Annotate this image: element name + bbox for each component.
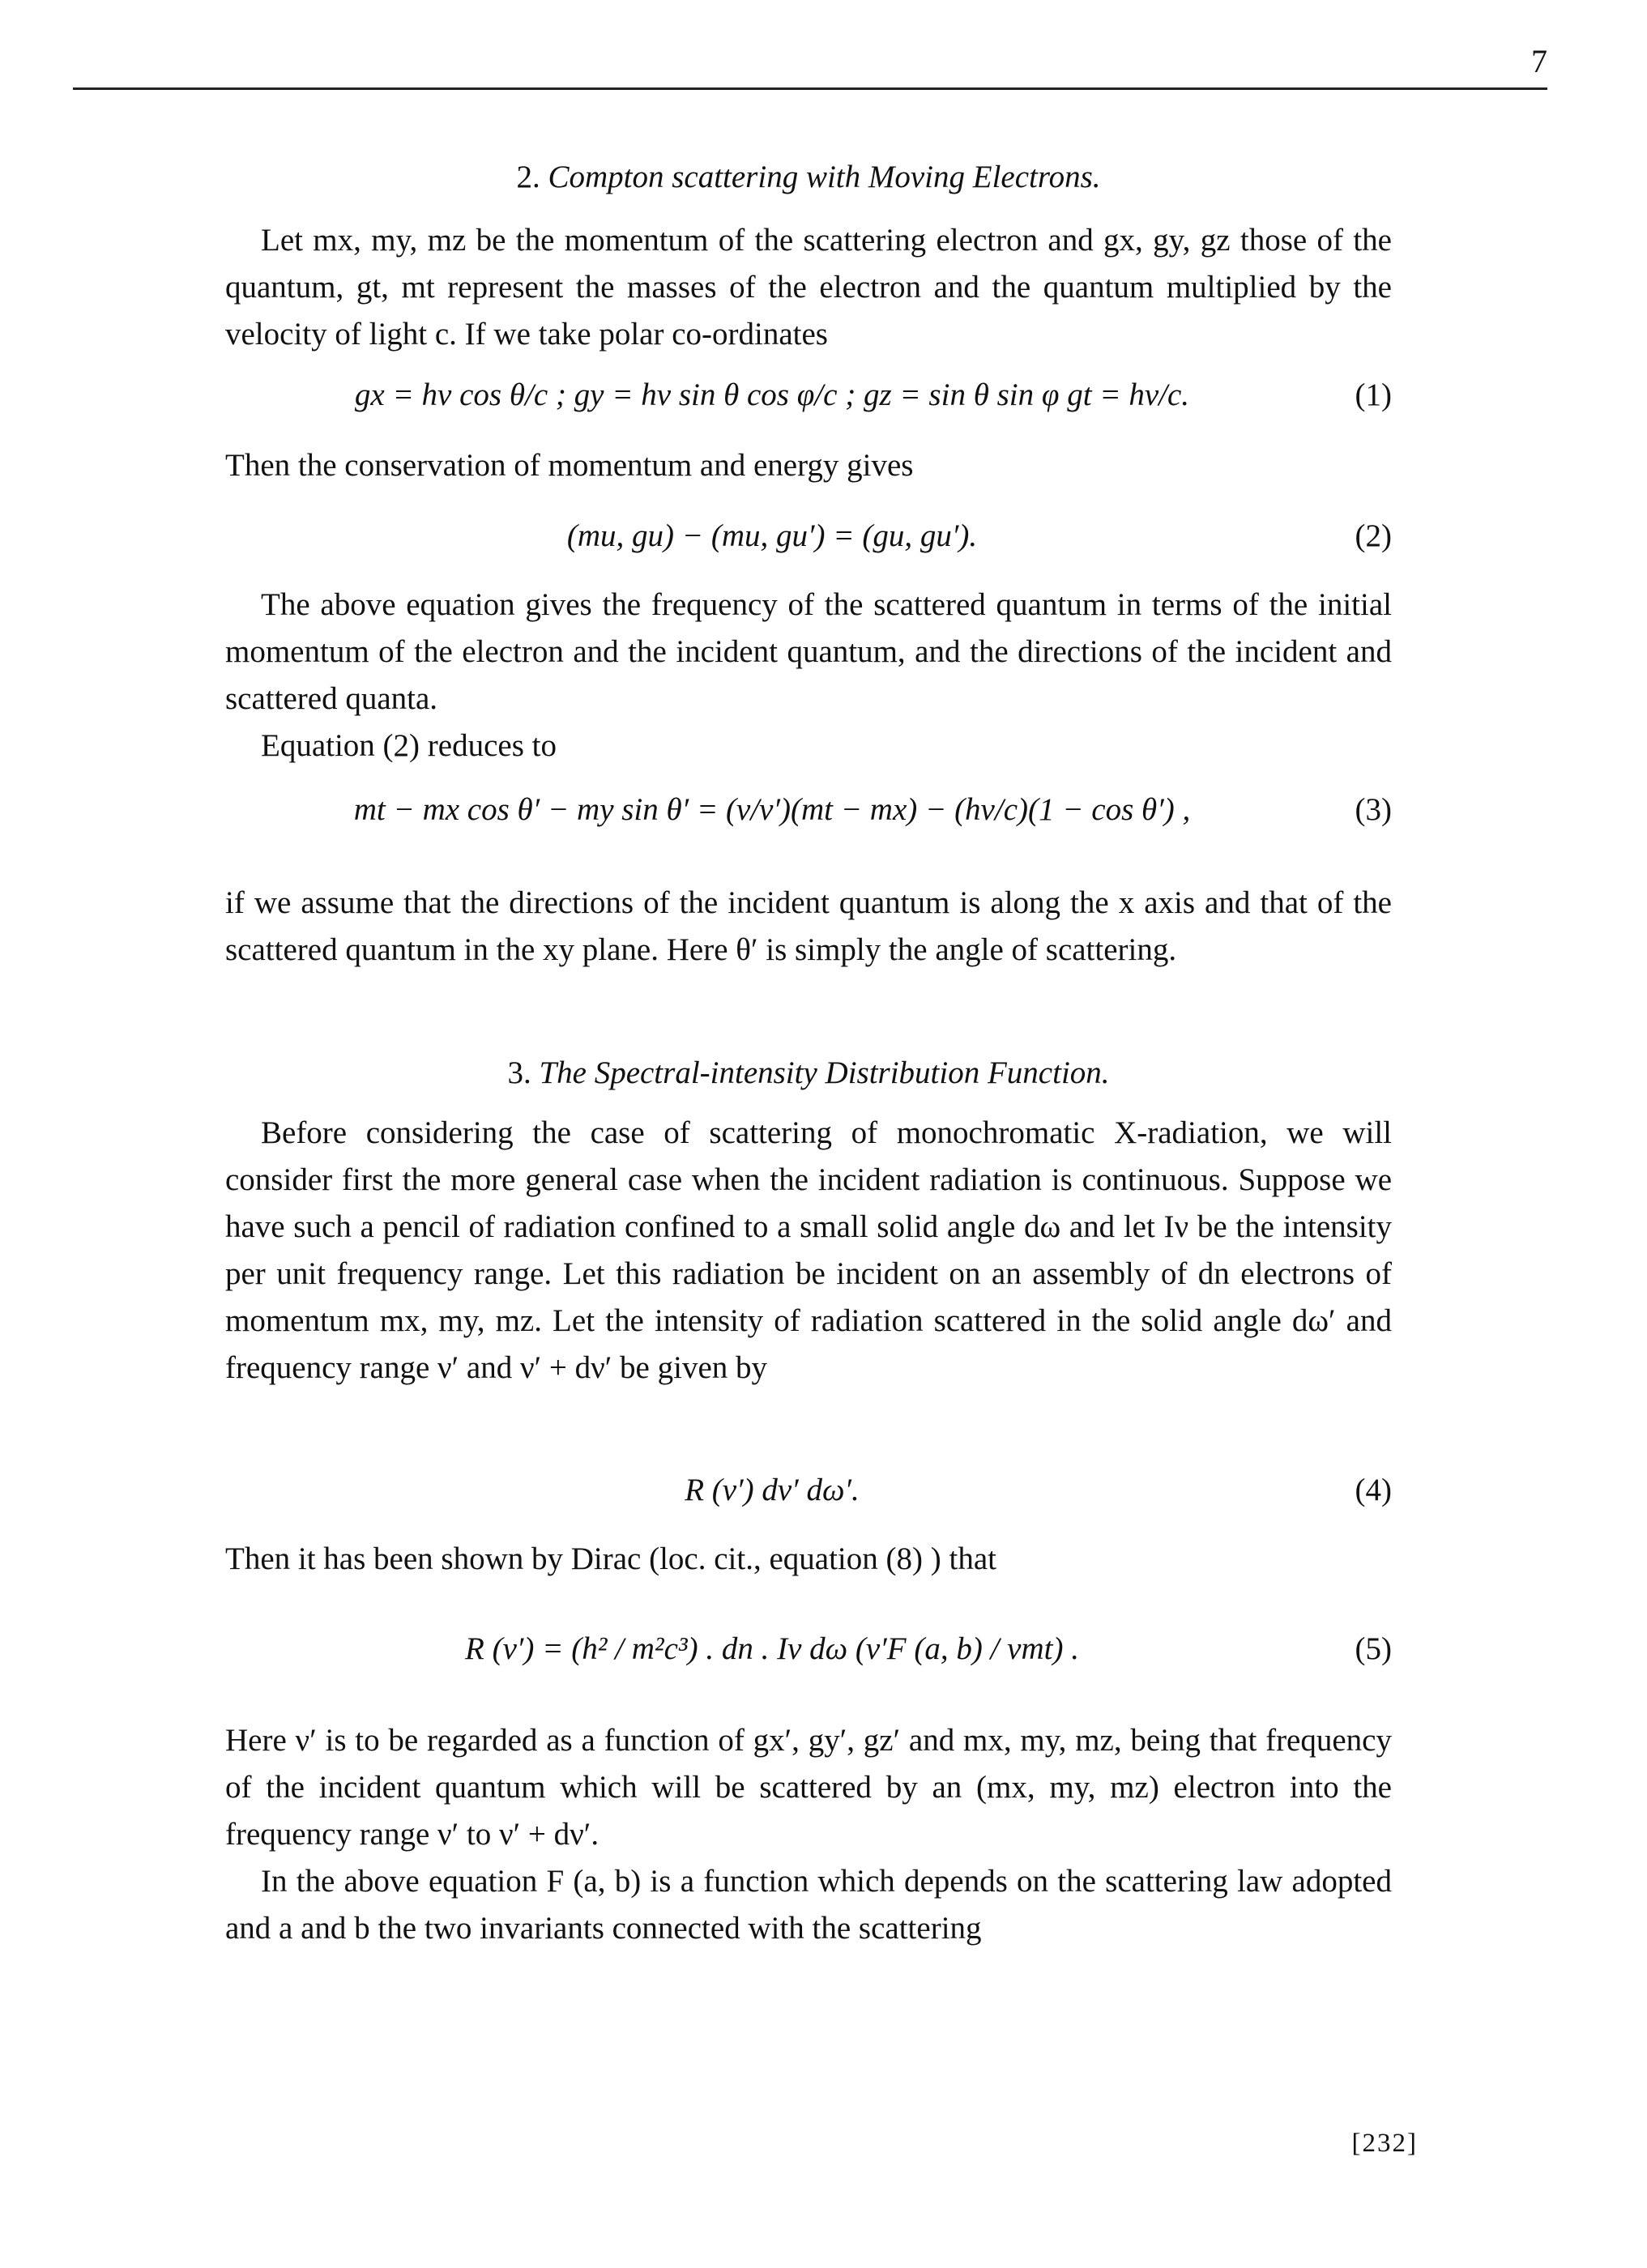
paragraph: Then it has been shown by Dirac (loc. cit., equation (8) ) that [225, 1541, 996, 1576]
paragraph: if we assume that the directions of the incident quantum is along the x axis and that of the scattered quantum in the xy plane. Here θ′ is simply the angle of scattering. [225, 885, 1392, 967]
page-number: 7 [1531, 43, 1547, 79]
section-heading-3 [225, 1055, 1392, 1091]
paragraph: Here ν′ is to be regarded as a function of gx′, gy′, gz′ and mx, my, mz, being that frequency of the incident quantum which will be scattered by an (mx, my, mz) electron into the frequency range ν′ to ν′ + dν′. [225, 1723, 1392, 1852]
text-block [225, 582, 1392, 770]
equation-2 [225, 512, 1392, 561]
equation-3 [225, 786, 1392, 834]
text-block [225, 1110, 1392, 1392]
equation-expression: (mu, gu) − (mu, gu′) = (gu, gu′). [566, 518, 978, 553]
text-block [225, 1536, 1392, 1583]
section-number: 3. [507, 1055, 531, 1090]
equation-expression: mt − mx cos θ′ − my sin θ′ = (ν/ν′)(mt − mx) − (hν/c)(1 − cos θ′) , [353, 792, 1191, 827]
section-number: 2. [516, 160, 540, 194]
text-block [225, 442, 1392, 489]
header-rule [73, 87, 1547, 90]
text-block [225, 880, 1392, 974]
section-title: The Spectral-intensity Distribution Function. [539, 1055, 1110, 1090]
text-block [225, 1717, 1392, 1952]
equation-label: (5) [1355, 1631, 1392, 1666]
section-heading-2 [225, 159, 1392, 195]
equation-5 [225, 1625, 1392, 1673]
footer-code: [232] [1351, 2129, 1418, 2158]
equation-label: (4) [1355, 1473, 1392, 1507]
equation-expression: R (ν′) = (h² / m²c³) . dn . Iν dω (ν′F (a, b) / νmt) . [465, 1631, 1079, 1666]
paragraph: Before considering the case of scattering of monochromatic X-radiation, we will consider first the more general case when the incident radiation is continuous. Suppose we have such a pencil of radiation confined to a small solid angle dω and let Iν be the intensity per unit frequency range. Let this radiation be incident on an assembly of dn electrons of momentum mx, my, mz. Let the intensity of radiation scattered in the solid angle dω′ and frequency range ν′ and ν′ + dν′ be given by [225, 1115, 1392, 1385]
equation-4 [225, 1466, 1392, 1515]
equation-label: (2) [1355, 518, 1392, 553]
paragraph: Equation (2) reduces to [261, 728, 557, 763]
equation-expression: gx = hν cos θ/c ; gy = hν sin θ cos φ/c ; gz = sin θ sin φ gt = hν/c. [354, 377, 1190, 412]
paragraph: Let mx, my, mz be the momentum of the scattering electron and gx, gy, gz those of the quantum, gt, mt represent the masses of the electron and the quantum multiplied by the velocity of light c. If we take polar co-ordinates [225, 223, 1392, 352]
equation-label: (1) [1355, 377, 1392, 412]
paragraph: In the above equation F (a, b) is a function which depends on the scattering law adopted and a and b the two invariants connected with the scattering [225, 1864, 1392, 1946]
equation-label: (3) [1355, 792, 1392, 827]
paragraph: Then the conservation of momentum and energy gives [225, 448, 914, 483]
text-block [225, 217, 1392, 358]
equation-expression: R (ν′) dν′ dω′. [685, 1473, 860, 1507]
paragraph: The above equation gives the frequency of the scattered quantum in terms of the initial momentum of the electron and the incident quantum, and the directions of the incident and scattered quanta. [225, 587, 1392, 716]
section-title: Compton scattering with Moving Electrons. [548, 160, 1101, 194]
equation-1 [225, 371, 1392, 420]
